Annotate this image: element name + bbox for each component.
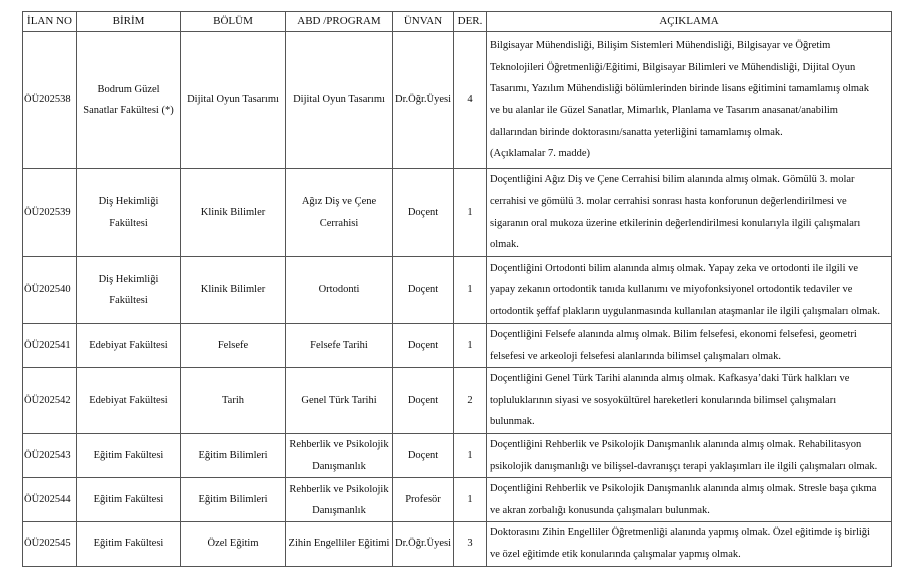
- header-unvan: ÜNVAN: [393, 12, 454, 32]
- cell-unvan: Doçent: [393, 169, 454, 257]
- cell-abd-program: Ortodonti: [286, 257, 393, 324]
- aciklama-line: Teknolojileri Öğretmenliği/Eğitimi, Bilgisayar Bilimleri ve Mühendisliği, Dijital Oyun: [490, 61, 856, 73]
- cell-bolum: Eğitim Bilimleri: [181, 433, 286, 477]
- cell-ilan-no: ÖÜ202539: [23, 169, 77, 257]
- aciklama-line: Doçentliğini Felsefe alanında almış olmak. Bilim felsefesi, ekonomi felsefesi, geometri: [490, 329, 857, 340]
- header-birim: BİRİM: [77, 12, 181, 32]
- cell-birim: Eğitim Fakültesi: [77, 478, 181, 522]
- cell-der: 4: [454, 32, 487, 169]
- cell-ilan-no: ÖÜ202544: [23, 478, 77, 522]
- cell-birim: Eğitim Fakültesi: [77, 522, 181, 566]
- aciklama-line: ve özel eğitimde etik konularında çalışmalar yapmış olmak.: [490, 548, 741, 560]
- aciklama-line: Doçentliğini Rehberlik ve Psikolojik Danışmanlık alanında almış olmak. Rehabilitasyon: [490, 438, 862, 450]
- aciklama-line: olmak.: [490, 239, 519, 251]
- cell-der: 1: [454, 169, 487, 257]
- header-abd-program: ABD /PROGRAM: [286, 12, 393, 32]
- cell-aciklama: [487, 257, 892, 324]
- aciklama-line: Doçentliğini Ortodonti bilim alanında almış olmak. Yapay zeka ve ortodonti ile ilgili ve: [490, 262, 859, 274]
- cell-der: 3: [454, 522, 487, 566]
- cell-abd-program: Felsefe Tarihi: [286, 324, 393, 368]
- cell-bolum: Klinik Bilimler: [181, 257, 286, 324]
- cell-birim: Diş Hekimliği Fakültesi: [77, 257, 181, 324]
- table-row: [23, 368, 892, 434]
- cell-birim: Diş Hekimliği Fakültesi: [77, 169, 181, 257]
- cell-aciklama: [487, 522, 892, 566]
- header-aciklama: AÇIKLAMA: [487, 12, 892, 32]
- cell-aciklama: [487, 478, 892, 522]
- cell-birim: Eğitim Fakültesi: [77, 433, 181, 477]
- cell-der: 1: [454, 478, 487, 522]
- aciklama-line: Doçentliğini Genel Türk Tarihi alanında almış olmak. Kafkasya’daki Türk halkları ve: [490, 373, 850, 385]
- job-listing-table: [22, 11, 892, 567]
- table-row: [23, 257, 892, 324]
- aciklama-line: felsefesi ve arkeoloji felsefesi alanlarında bilimsel çalışmaları olmak.: [490, 350, 781, 362]
- aciklama-line: Bilgisayar Mühendisliği, Bilişim Sistemleri Mühendisliği, Bilgisayar ve Öğretim: [490, 40, 831, 52]
- cell-bolum: Eğitim Bilimleri: [181, 478, 286, 522]
- cell-abd-program: Rehberlik ve Psikolojik Danışmanlık: [286, 478, 393, 522]
- table-row: [23, 169, 892, 257]
- aciklama-line: cerrahisi ve gömülü 3. molar cerrahisi sonrası hasta konforunun değerlendirilmesi ve: [490, 195, 847, 207]
- table-row: [23, 324, 892, 368]
- aciklama-line: yapay zekanın ortodontik tanıda kullanımı ve miyofonksiyonel ortodontik tedaviler ve: [490, 284, 853, 296]
- aciklama-line: Tasarımı, Yazılım Mühendisliği bölümlerinden birinde lisans eğitimini tamamlamış olmak: [490, 83, 869, 95]
- cell-der: 1: [454, 433, 487, 477]
- aciklama-line: ve bu alanlar ile Güzel Sanatlar, Mimarlık, Planlama ve Tasarım anasanat/anabilim: [490, 105, 838, 116]
- cell-unvan: Doçent: [393, 368, 454, 434]
- cell-unvan: Doçent: [393, 257, 454, 324]
- cell-bolum: Özel Eğitim: [181, 522, 286, 566]
- cell-ilan-no: ÖÜ202541: [23, 324, 77, 368]
- cell-abd-program: Rehberlik ve Psikolojik Danışmanlık: [286, 433, 393, 477]
- cell-ilan-no: ÖÜ202542: [23, 368, 77, 434]
- cell-birim: Edebiyat Fakültesi: [77, 324, 181, 368]
- cell-bolum: Dijital Oyun Tasarımı: [181, 32, 286, 169]
- cell-bolum: Klinik Bilimler: [181, 169, 286, 257]
- aciklama-line: topluluklarının siyasi ve sosyokültürel hareketleri konularında bilimsel çalışmaları: [490, 394, 837, 406]
- cell-unvan: Profesör: [393, 478, 454, 522]
- aciklama-line: psikolojik danışmanlığı ve bilişsel-davranışçı terapi yaklaşımları ile ilgili çalışmaları olmak.: [490, 460, 878, 472]
- cell-aciklama: [487, 368, 892, 434]
- aciklama-line: dallarından birinde doktorasını/sanatta yeterliğini tamamlamış olmak.: [490, 126, 783, 138]
- cell-der: 1: [454, 324, 487, 368]
- cell-unvan: Dr.Öğr.Üyesi: [393, 522, 454, 566]
- header-ilan-no: İLAN NO: [23, 12, 77, 32]
- cell-aciklama: [487, 324, 892, 368]
- cell-ilan-no: ÖÜ202540: [23, 257, 77, 324]
- aciklama-line: ve akran zorbalığı konusunda çalışmaları bulunmak.: [490, 504, 710, 516]
- aciklama-line: (Açıklamalar 7. madde): [490, 148, 590, 160]
- cell-bolum: Felsefe: [181, 324, 286, 368]
- cell-bolum: Tarih: [181, 368, 286, 434]
- cell-ilan-no: ÖÜ202543: [23, 433, 77, 477]
- job-listing-table-container: [22, 11, 891, 567]
- aciklama-line: Doçentliğini Rehberlik ve Psikolojik Danışmanlık alanında almış olmak. Stresle başa çıkma: [490, 483, 877, 495]
- cell-birim: Bodrum Güzel Sanatlar Fakültesi (*): [77, 32, 181, 169]
- header-bolum: BÖLÜM: [181, 12, 286, 32]
- cell-abd-program: Genel Türk Tarihi: [286, 368, 393, 434]
- aciklama-line: Doçentliğini Ağız Diş ve Çene Cerrahisi bilim alanında almış olmak. Gömülü 3. molar: [490, 174, 855, 186]
- cell-unvan: Dr.Öğr.Üyesi: [393, 32, 454, 169]
- cell-abd-program: Ağız Diş ve Çene Cerrahisi: [286, 169, 393, 257]
- aciklama-line: Doktorasını Zihin Engelliler Öğretmenliği alanında yapmış olmak. Özel eğitimde iş birliği: [490, 527, 870, 539]
- table-row: [23, 433, 892, 477]
- table-row: [23, 478, 892, 522]
- table-row: [23, 522, 892, 566]
- table-row: [23, 32, 892, 169]
- aciklama-line: bulunmak.: [490, 416, 535, 428]
- cell-der: 2: [454, 368, 487, 434]
- cell-birim: Edebiyat Fakültesi: [77, 368, 181, 434]
- table-header-row: [23, 12, 892, 32]
- cell-aciklama: [487, 433, 892, 477]
- cell-abd-program: Zihin Engelliler Eğitimi: [286, 522, 393, 566]
- aciklama-line: ortodontik şeffaf plakların uygulanmasında kullanılan ataşmanlar ile ilgili çalışmaları olmak.: [490, 305, 880, 317]
- header-der: DER.: [454, 12, 487, 32]
- cell-ilan-no: ÖÜ202538: [23, 32, 77, 169]
- cell-aciklama: [487, 32, 892, 169]
- cell-aciklama: [487, 169, 892, 257]
- cell-abd-program: Dijital Oyun Tasarımı: [286, 32, 393, 169]
- cell-unvan: Doçent: [393, 433, 454, 477]
- cell-unvan: Doçent: [393, 324, 454, 368]
- cell-der: 1: [454, 257, 487, 324]
- aciklama-line: sigaranın oral mukoza üzerine etkilerinin değerlendirilmesi konularıyla ilgili çalışmaları: [490, 217, 861, 229]
- cell-ilan-no: ÖÜ202545: [23, 522, 77, 566]
